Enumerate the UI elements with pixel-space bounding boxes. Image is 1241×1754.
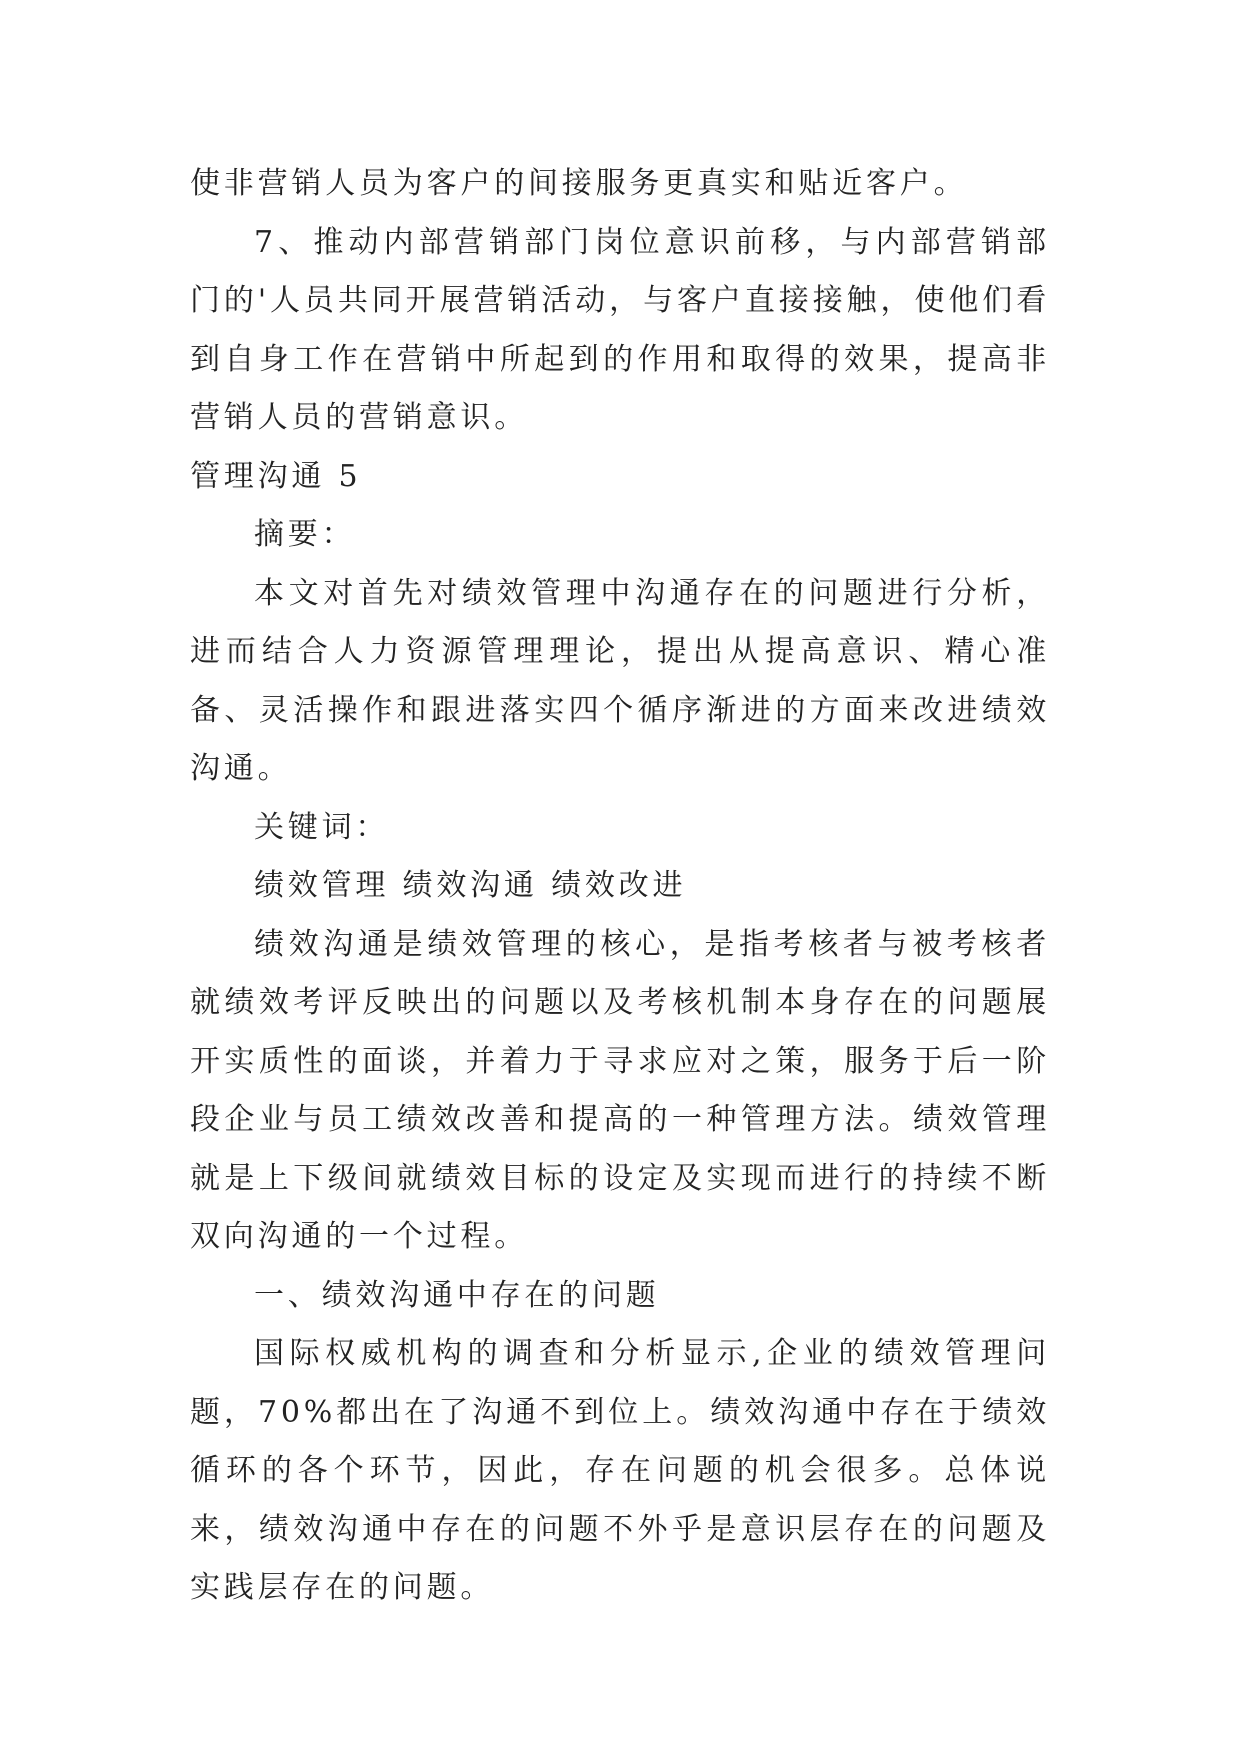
keywords-text: 绩效管理 绩效沟通 绩效改进	[254, 868, 687, 903]
abstract-text: 本文对首先对绩效管理中沟通存在的问题进行分析，进而结合人力资源管理理论，提出从提高意识、精心准备、灵活操作和跟进落实四个循序渐进的方面来改进绩效沟通。	[190, 575, 1050, 786]
paragraph-item-7: 7、推动内部营销部门岗位意识前移，与内部营销部门的'人员共同开展营销活动，与客户直接接触，使他们看到自身工作在营销中所起到的作用和取得的效果，提高非营销人员的营销意识。	[190, 224, 1050, 435]
paragraph-continuation: 使非营销人员为客户的间接服务更真实和贴近客户。	[190, 166, 968, 201]
subsection-heading: 一、绩效沟通中存在的问题	[254, 1277, 660, 1313]
section-title: 管理沟通 5	[190, 458, 362, 494]
body-paragraph-problems: 国际权威机构的调查和分析显示,企业的绩效管理问题，70%都出在了沟通不到位上。绩效沟通中存在于绩效循环的各个环节，因此，存在问题的机会很多。总体说来，绩效沟通中存在的问题不外乎是意识层存在的问题及实践层存在的问题。	[190, 1336, 1050, 1605]
document-page	[190, 155, 1050, 1618]
abstract-label: 摘要：	[254, 517, 356, 552]
body-paragraph-definition: 绩效沟通是绩效管理的核心，是指考核者与被考核者就绩效考评反映出的问题以及考核机制本身存在的问题展开实质性的面谈，并着力于寻求应对之策，服务于后一阶段企业与员工绩效改善和提高的一种管理方法。绩效管理就是上下级间就绩效目标的设定及实现而进行的持续不断双向沟通的一个过程。	[190, 926, 1050, 1254]
keywords-label: 关键词：	[254, 809, 390, 845]
